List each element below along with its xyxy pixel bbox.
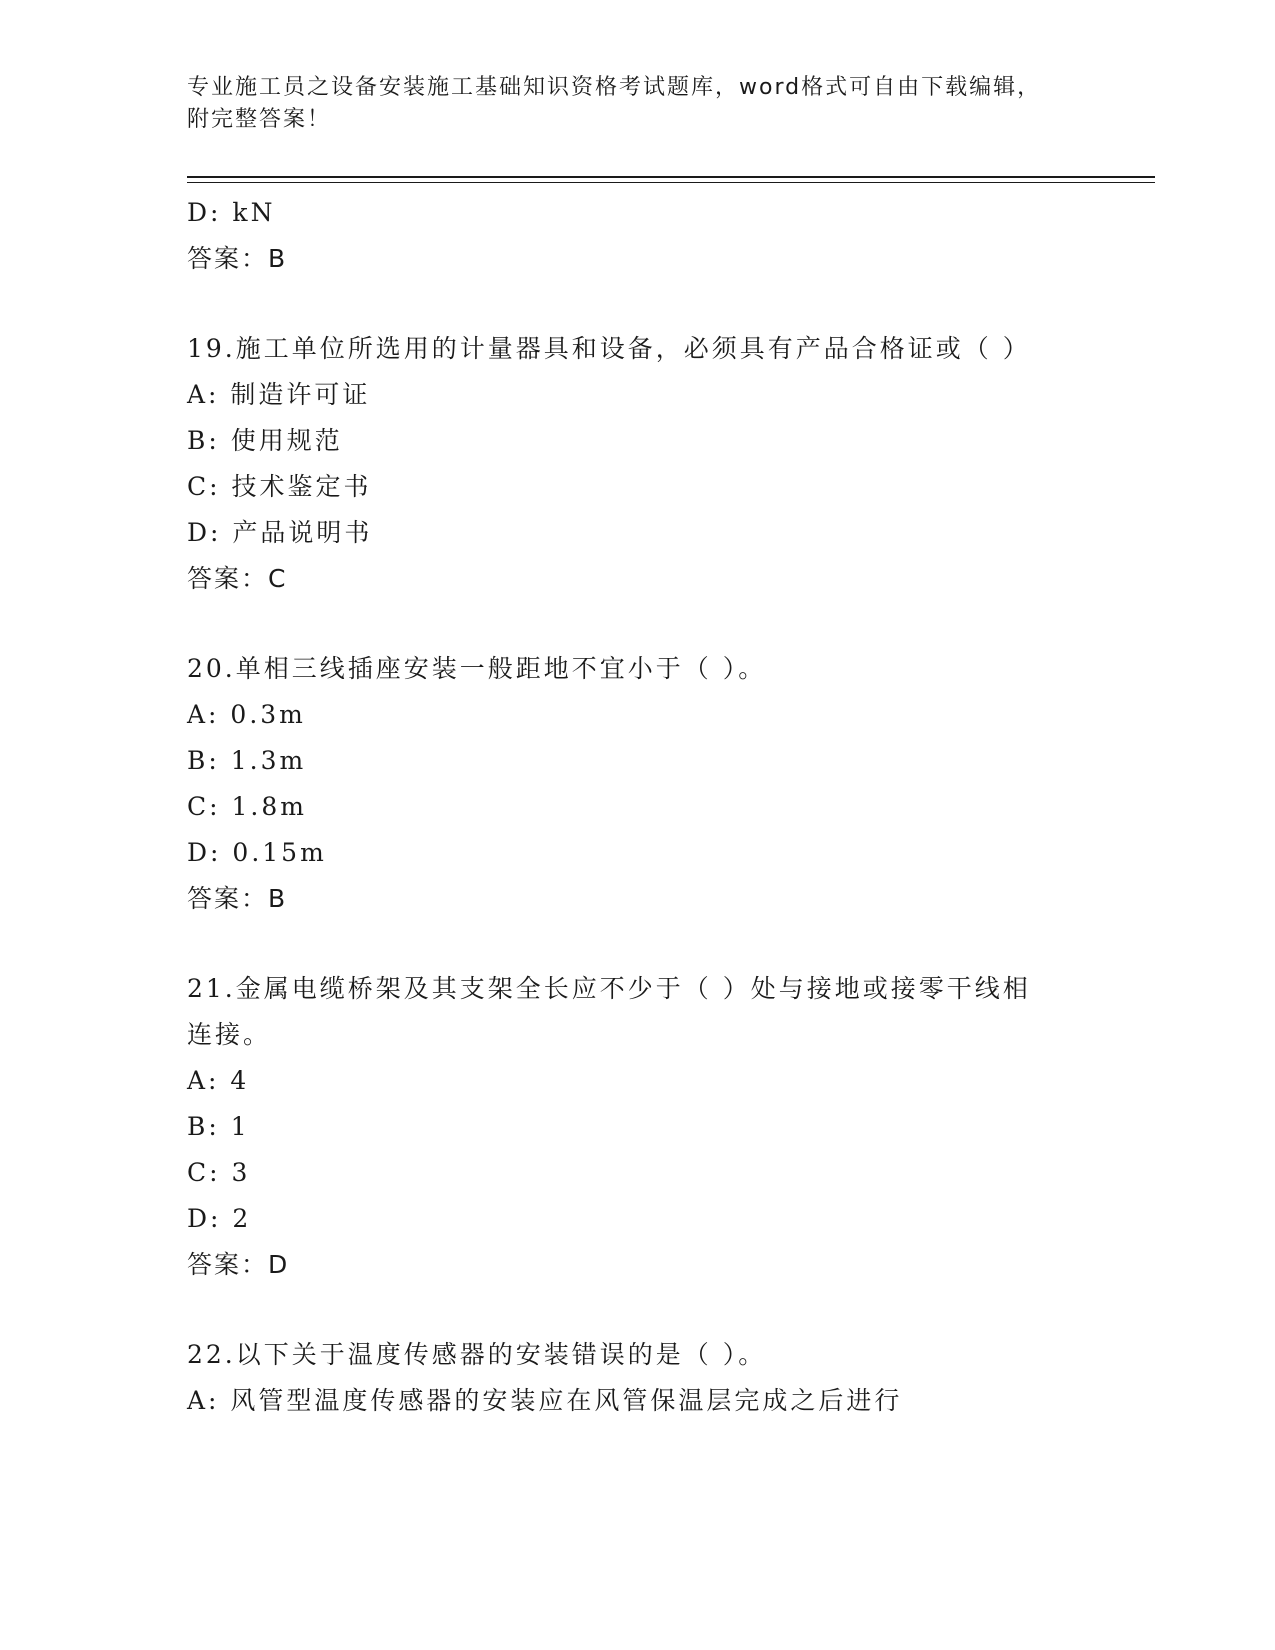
question-19 bbox=[187, 326, 1087, 602]
header-divider-thin bbox=[187, 182, 1155, 183]
option-d: D: 产品说明书 bbox=[187, 518, 373, 547]
option-b: B: 使用规范 bbox=[187, 426, 343, 455]
option-a: A: 0.3m bbox=[187, 700, 306, 729]
option-c: C: 技术鉴定书 bbox=[187, 472, 372, 501]
option-d: D: 2 bbox=[187, 1204, 252, 1233]
question-22 bbox=[187, 1332, 1087, 1424]
header-divider-thick bbox=[187, 176, 1155, 178]
option-b: B: 1.3m bbox=[187, 746, 307, 775]
previous-question-tail bbox=[187, 190, 1087, 282]
option-b: B: 1 bbox=[187, 1112, 250, 1141]
question-text: 22.以下关于温度传感器的安装错误的是（ ）。 bbox=[187, 1340, 767, 1369]
option-d: D: 0.15m bbox=[187, 838, 327, 867]
option-c: C: 1.8m bbox=[187, 792, 307, 821]
header-line-2: 附完整答案！ bbox=[187, 107, 332, 132]
option-c: C: 3 bbox=[187, 1158, 251, 1187]
question-text: 20.单相三线插座安装一般距地不宜小于（ ）。 bbox=[187, 654, 767, 683]
question-text: 19.施工单位所选用的计量器具和设备，必须具有产品合格证或（ ） bbox=[187, 334, 1031, 363]
answer-line: 答案：D bbox=[187, 1250, 290, 1279]
document-header bbox=[187, 72, 1067, 136]
option-a: A: 制造许可证 bbox=[187, 380, 371, 409]
answer-line: 答案：C bbox=[187, 564, 288, 593]
answer-line: 答案：B bbox=[187, 884, 288, 913]
header-line-1: 专业施工员之设备安装施工基础知识资格考试题库，word格式可自由下载编辑， bbox=[187, 75, 1042, 100]
question-text-line-1: 21.金属电缆桥架及其支架全长应不少于（ ）处与接地或接零干线相 bbox=[187, 974, 1031, 1003]
question-list bbox=[187, 190, 1087, 1424]
answer-line: 答案：B bbox=[187, 244, 288, 273]
question-text-line-2: 连接。 bbox=[187, 1020, 272, 1049]
question-21 bbox=[187, 966, 1087, 1288]
option-a: A: 4 bbox=[187, 1066, 250, 1095]
option-a: A: 风管型温度传感器的安装应在风管保温层完成之后进行 bbox=[187, 1386, 903, 1415]
question-20 bbox=[187, 646, 1087, 922]
option-d: D: kN bbox=[187, 198, 276, 227]
